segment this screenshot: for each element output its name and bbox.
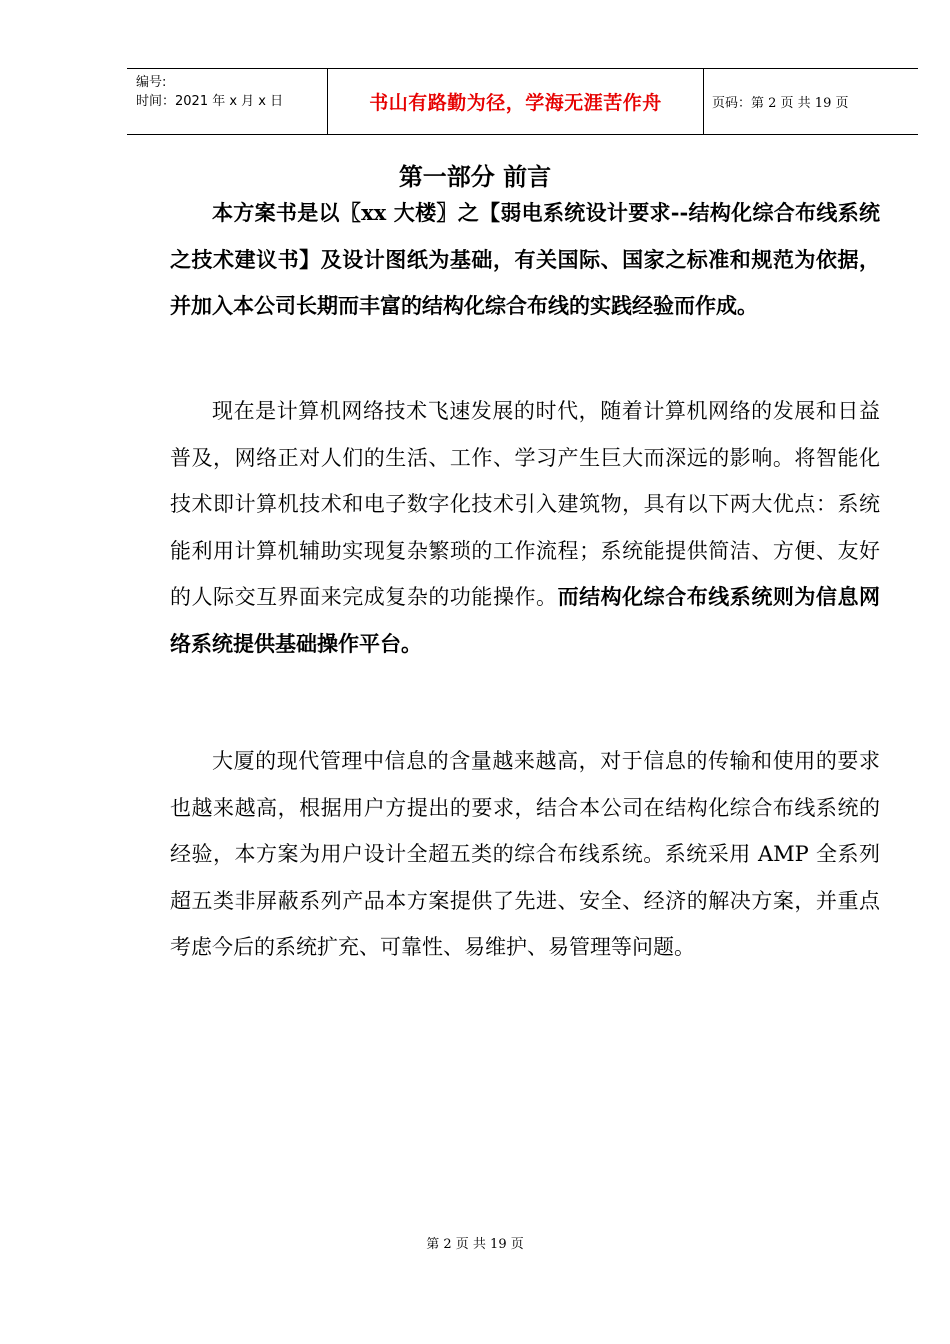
section-title: 第一部分 前言 xyxy=(398,162,552,191)
paragraph-background-text: 现在是计算机网络技术飞速发展的时代，随着计算机网络的发展和日益普及，网络正对人们的生活、工作、学习产生巨大而深远的影响。将智能化技术即计算机技术和电子数字化技术引入建筑物，具有以下两大优点：系统能利用计算机辅助实现复杂繁琐的工作流程；系统能提供简洁、方便、友好的人际交互界面来完成复杂的功能操作。 xyxy=(170,399,880,609)
paragraph-intro: 本方案书是以〖xx 大楼〗之【弱电系统设计要求--结构化综合布线系统之技术建议书】及设计图纸为基础，有关国际、国家之标准和规范为依据，并加入本公司长期而丰富的结构化综合布线的实践经验而作成。 xyxy=(170,200,880,318)
header-page-cell xyxy=(704,69,918,134)
page-header xyxy=(127,68,918,135)
header-motto: 书山有路勤为径，学海无涯苦作舟 xyxy=(369,92,662,114)
header-page-info: 页码：第 2 页 共 19 页 xyxy=(712,96,849,111)
number-label: 编号: xyxy=(136,75,167,90)
paragraph-background xyxy=(170,388,880,667)
paragraph-solution: 大厦的现代管理中信息的含量越来越高，对于信息的传输和使用的要求也越来越高，根据用户方提出的要求，结合本公司在结构化综合布线系统的经验，本方案为用户设计全超五类的综合布线系统。系统采用 AMP 全系列超五类非屏蔽系列产品本方案提供了先进、安全、经济的解决方案，并重点考虑今后的系统扩充、可靠性、易维护、易管理等问题。 xyxy=(170,749,880,959)
paragraph-background-emphasis: 而结构化综合布线系统则为信息网络系统提供基础操作平台。 xyxy=(170,584,880,656)
page-footer: 第 2 页 共 19 页 xyxy=(426,1237,524,1252)
header-meta-cell xyxy=(127,69,328,134)
header-motto-cell xyxy=(328,69,704,134)
time-label: 时间：2021 年 x 月 x 日 xyxy=(136,94,284,109)
